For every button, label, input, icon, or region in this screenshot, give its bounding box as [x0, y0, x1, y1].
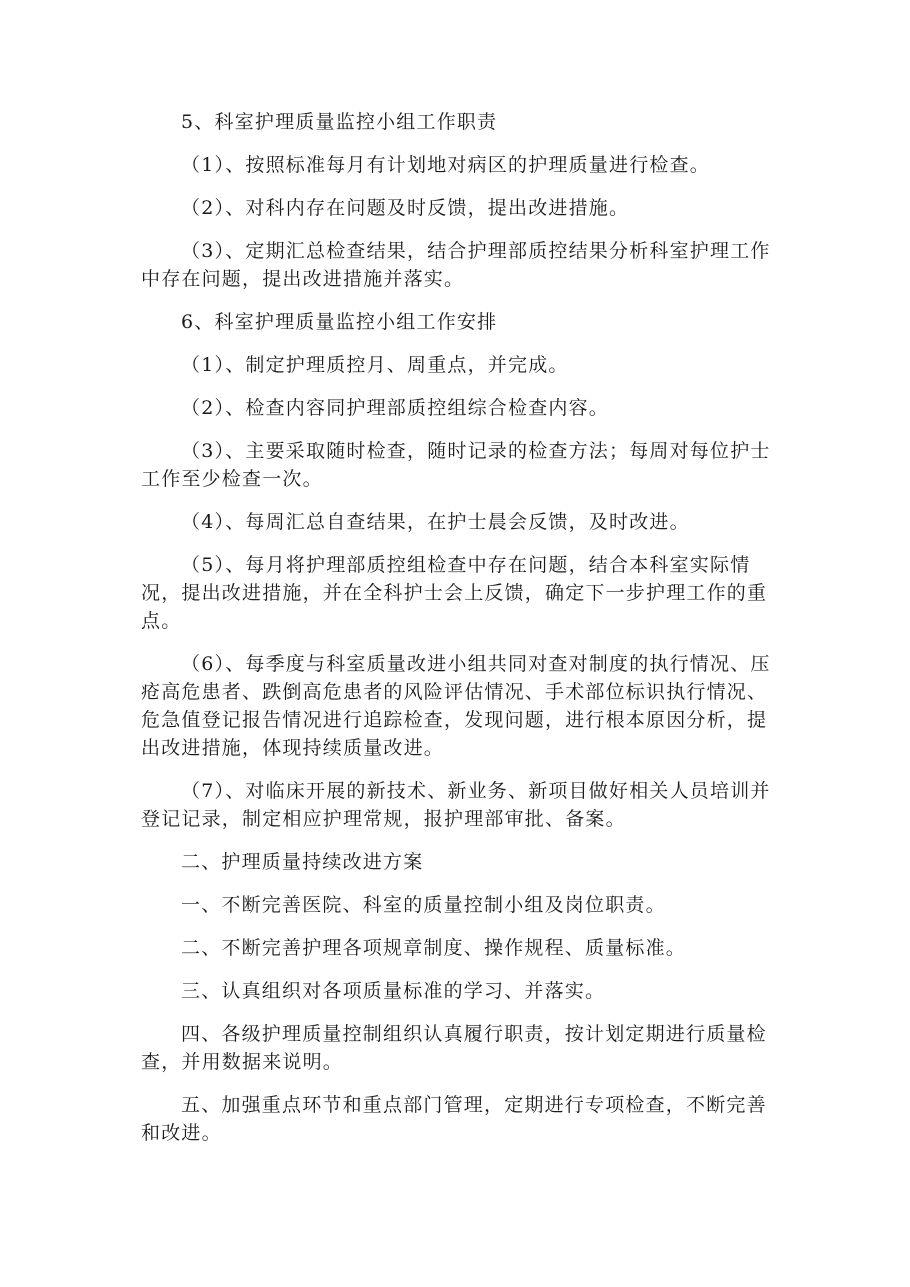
paragraph: （2）、检查内容同护理部质控组综合检查内容。 — [181, 397, 609, 419]
paragraph: （5）、每月将护理部质控组检查中存在问题，结合本科室实际情况，提出改进措施，并在全科护士会上反馈，确定下一步护理工作的重点。 — [141, 554, 768, 632]
paragraph: （7）、对临床开展的新技术、新业务、新项目做好相关人员培训并登记记录，制定相应护理常规，报护理部审批、备案。 — [141, 780, 771, 830]
section-heading-6: 6、科室护理质量监控小组工作安排 — [181, 311, 498, 333]
paragraph: 四、各级护理质量控制组织认真履行职责，按计划定期进行质量检查，并用数据来说明。 — [141, 1023, 767, 1073]
paragraph: （4）、每周汇总自查结果，在护士晨会反馈，及时改进。 — [181, 511, 690, 533]
paragraph: （1）、按照标准每月有计划地对病区的护理质量进行检查。 — [181, 154, 710, 176]
paragraph: （3）、定期汇总检查结果，结合护理部质控结果分析科室护理工作中存在问题，提出改进措施并落实。 — [141, 240, 771, 290]
section-heading-improvement-plan: 二、护理质量持续改进方案 — [181, 851, 424, 873]
paragraph: 二、不断完善护理各项规章制度、操作规程、质量标准。 — [181, 937, 687, 959]
paragraph: 三、认真组织对各项质量标准的学习、并落实。 — [181, 980, 606, 1002]
paragraph: （6）、每季度与科室质量改进小组共同对查对制度的执行情况、压疮高危患者、跌倒高危患者的风险评估情况、手术部位标识执行情况、危急值登记报告情况进行追踪检查，发现问题，进行根本原因分析，提出改进措施，体现持续质量改进。 — [141, 653, 771, 759]
document-body — [141, 108, 781, 1162]
paragraph: （3）、主要采取随时检查，随时记录的检查方法；每周对每位护士工作至少检查一次。 — [141, 440, 771, 490]
paragraph: 一、不断完善医院、科室的质量控制小组及岗位职责。 — [181, 894, 666, 916]
paragraph: 五、加强重点环节和重点部门管理，定期进行专项检查，不断完善和改进。 — [141, 1094, 767, 1144]
paragraph: （1）、制定护理质控月、周重点，并完成。 — [181, 354, 569, 376]
section-heading-5: 5、科室护理质量监控小组工作职责 — [181, 111, 498, 133]
paragraph: （2）、对科内存在问题及时反馈，提出改进措施。 — [181, 197, 630, 219]
